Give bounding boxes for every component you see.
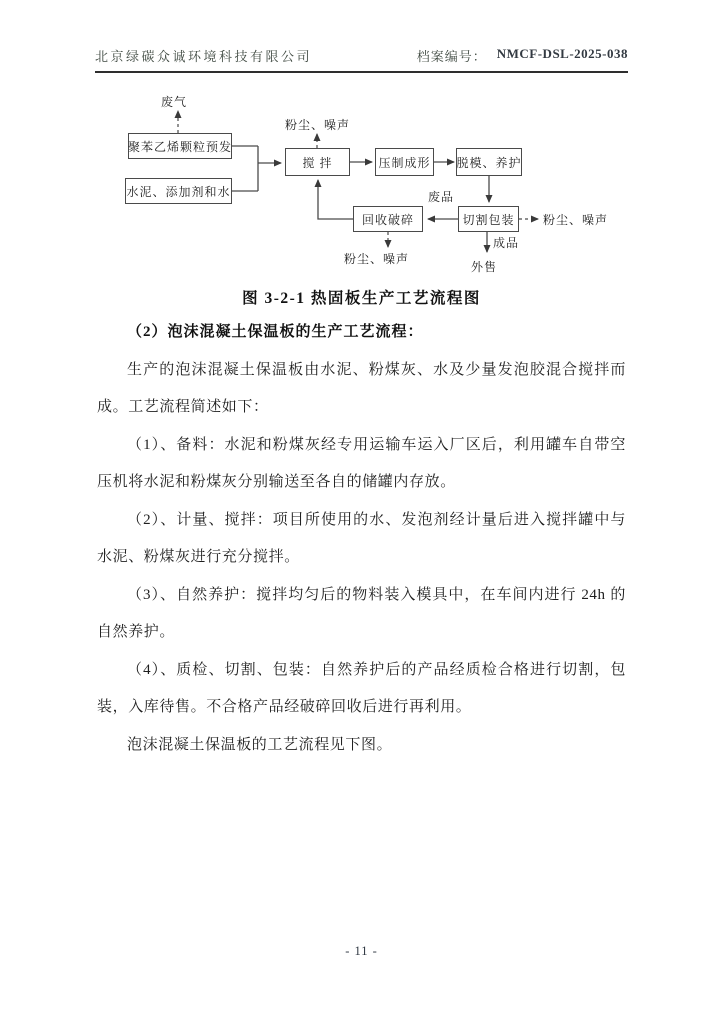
box-materials: 水泥、添加剂和水 <box>125 178 232 204</box>
label-dust-noise-bottom: 粉尘、噪声 <box>344 252 410 266</box>
archive-value: NMCF-DSL-2025-038 <box>496 46 628 61</box>
label-finished-product: 成品 <box>493 236 520 250</box>
paragraph: （2）、计量、搅拌：项目所使用的水、发泡剂经计量后进入搅拌罐中与水泥、粉煤灰进行充分搅拌。 <box>97 511 626 565</box>
label-waste-gas: 废气 <box>161 95 188 109</box>
body-content <box>97 314 626 764</box>
figure-caption: 图 3-2-1 热固板生产工艺流程图 <box>242 290 481 307</box>
box-recycle-crush: 回收破碎 <box>353 206 423 232</box>
paragraph: （1）、备料：水泥和粉煤灰经专用运输车运入厂区后，利用罐车自带空压机将水泥和粉煤灰分别输送至各自的储罐内存放。 <box>97 436 626 490</box>
box-pre-expand: 聚苯乙烯颗粒预发 <box>128 133 232 159</box>
paragraph: （3）、自然养护：搅拌均匀后的物料装入模具中，在车间内进行 24h 的自然养护。 <box>97 586 626 640</box>
company-name: 北京绿碳众诚环境科技有限公司 <box>95 49 313 64</box>
label-sold-out: 外售 <box>471 260 498 274</box>
label-waste-product: 废品 <box>428 190 455 204</box>
paragraph: （4）、质检、切割、包装：自然养护后的产品经质检合格进行切割，包装，入库待售。不合格产品经破碎回收后进行再利用。 <box>97 661 626 715</box>
label-dust-noise-right: 粉尘、噪声 <box>543 213 609 227</box>
process-flowchart <box>95 88 640 288</box>
archive-label: 档案编号： <box>416 49 487 64</box>
page-number: - 11 - <box>345 944 378 958</box>
paragraph: 生产的泡沫混凝土保温板由水泥、粉煤灰、水及少量发泡胶混合搅拌而成。工艺流程简述如下： <box>97 361 626 415</box>
box-cut-pack: 切割包装 <box>458 206 519 232</box>
box-mixing: 搅 拌 <box>285 148 350 176</box>
label-dust-noise-top: 粉尘、噪声 <box>285 118 351 132</box>
section-heading: （2）泡沫混凝土保温板的生产工艺流程： <box>127 324 424 340</box>
archive-number <box>417 46 628 65</box>
paragraph: 泡沫混凝土保温板的工艺流程见下图。 <box>127 736 393 753</box>
box-demold-cure: 脱模、养护 <box>456 148 522 176</box>
page-header <box>95 46 628 73</box>
box-pressing: 压制成形 <box>375 148 434 176</box>
